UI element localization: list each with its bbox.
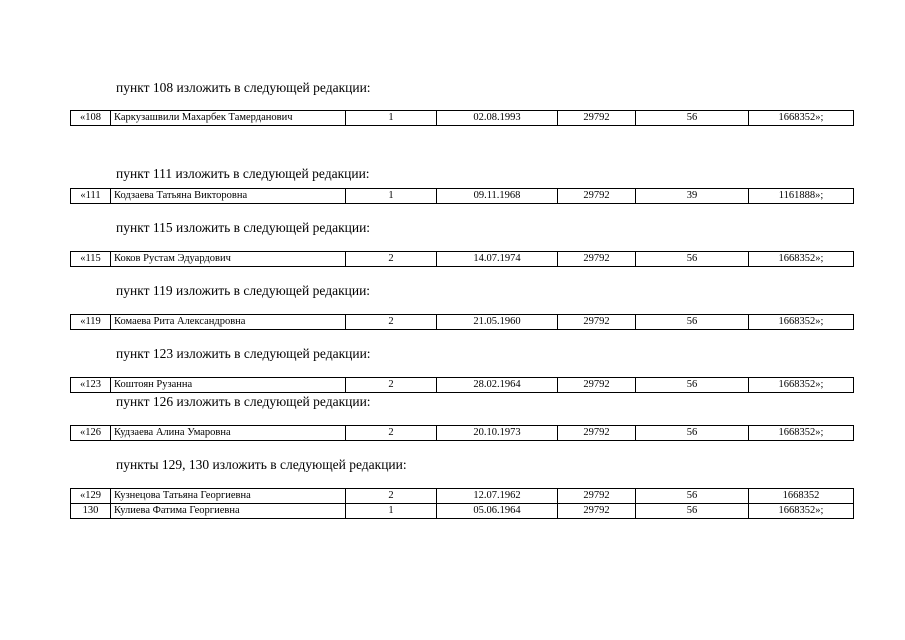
value-cell: 56: [636, 489, 749, 504]
birth-date-cell: 02.08.1993: [437, 111, 558, 126]
section-heading: пункт 111 изложить в следующей редакции:: [116, 166, 370, 181]
code-cell: 29792: [558, 252, 636, 267]
birth-date-cell: 12.07.1962: [437, 489, 558, 504]
category-cell: 1: [346, 504, 437, 519]
amendment-table: [70, 188, 854, 204]
code-cell: 29792: [558, 189, 636, 204]
amendment-table: [70, 314, 854, 330]
full-name-cell: Кудзаева Алина Умаровна: [111, 426, 346, 441]
table-row: [71, 504, 854, 519]
item-number-cell: «126: [71, 426, 111, 441]
table-row: [71, 426, 854, 441]
birth-date-cell: 28.02.1964: [437, 378, 558, 393]
full-name-cell: Кодзаева Татьяна Викторовна: [111, 189, 346, 204]
amount-cell: 1161888»;: [749, 189, 854, 204]
full-name-cell: Кузнецова Татьяна Георгиевна: [111, 489, 346, 504]
amount-cell: 1668352»;: [749, 426, 854, 441]
item-number-cell: «115: [71, 252, 111, 267]
section-heading: пункты 129, 130 изложить в следующей редакции:: [116, 457, 407, 472]
amendment-table: [70, 110, 854, 126]
amendment-table: [70, 425, 854, 441]
item-number-cell: «111: [71, 189, 111, 204]
table-row: [71, 252, 854, 267]
full-name-cell: Коштоян Рузанна: [111, 378, 346, 393]
category-cell: 2: [346, 378, 437, 393]
item-number-cell: «108: [71, 111, 111, 126]
section-heading: пункт 119 изложить в следующей редакции:: [116, 283, 371, 298]
amount-cell: 1668352»;: [749, 111, 854, 126]
birth-date-cell: 05.06.1964: [437, 504, 558, 519]
value-cell: 39: [636, 189, 749, 204]
birth-date-cell: 20.10.1973: [437, 426, 558, 441]
amendment-table: [70, 488, 854, 519]
code-cell: 29792: [558, 378, 636, 393]
category-cell: 2: [346, 252, 437, 267]
value-cell: 56: [636, 426, 749, 441]
amount-cell: 1668352»;: [749, 252, 854, 267]
birth-date-cell: 14.07.1974: [437, 252, 558, 267]
code-cell: 29792: [558, 489, 636, 504]
category-cell: 1: [346, 111, 437, 126]
full-name-cell: Каркузашвили Махарбек Тамерданович: [111, 111, 346, 126]
value-cell: 56: [636, 111, 749, 126]
table-row: [71, 111, 854, 126]
amount-cell: 1668352»;: [749, 378, 854, 393]
item-number-cell: 130: [71, 504, 111, 519]
category-cell: 2: [346, 489, 437, 504]
code-cell: 29792: [558, 426, 636, 441]
amount-cell: 1668352: [749, 489, 854, 504]
value-cell: 56: [636, 315, 749, 330]
section-heading: пункт 108 изложить в следующей редакции:: [116, 80, 371, 95]
birth-date-cell: 21.05.1960: [437, 315, 558, 330]
amendment-table: [70, 377, 854, 393]
item-number-cell: «123: [71, 378, 111, 393]
value-cell: 56: [636, 252, 749, 267]
value-cell: 56: [636, 378, 749, 393]
code-cell: 29792: [558, 315, 636, 330]
category-cell: 2: [346, 315, 437, 330]
section-heading: пункт 123 изложить в следующей редакции:: [116, 346, 371, 361]
table-row: [71, 189, 854, 204]
birth-date-cell: 09.11.1968: [437, 189, 558, 204]
item-number-cell: «129: [71, 489, 111, 504]
category-cell: 2: [346, 426, 437, 441]
full-name-cell: Кулиева Фатима Георгиевна: [111, 504, 346, 519]
section-heading: пункт 115 изложить в следующей редакции:: [116, 220, 371, 235]
table-row: [71, 489, 854, 504]
amendment-table: [70, 251, 854, 267]
table-row: [71, 378, 854, 393]
code-cell: 29792: [558, 504, 636, 519]
amount-cell: 1668352»;: [749, 315, 854, 330]
amount-cell: 1668352»;: [749, 504, 854, 519]
value-cell: 56: [636, 504, 749, 519]
item-number-cell: «119: [71, 315, 111, 330]
code-cell: 29792: [558, 111, 636, 126]
full-name-cell: Комаева Рита Александровна: [111, 315, 346, 330]
category-cell: 1: [346, 189, 437, 204]
section-heading: пункт 126 изложить в следующей редакции:: [116, 394, 371, 409]
table-row: [71, 315, 854, 330]
full-name-cell: Коков Рустам Эдуардович: [111, 252, 346, 267]
